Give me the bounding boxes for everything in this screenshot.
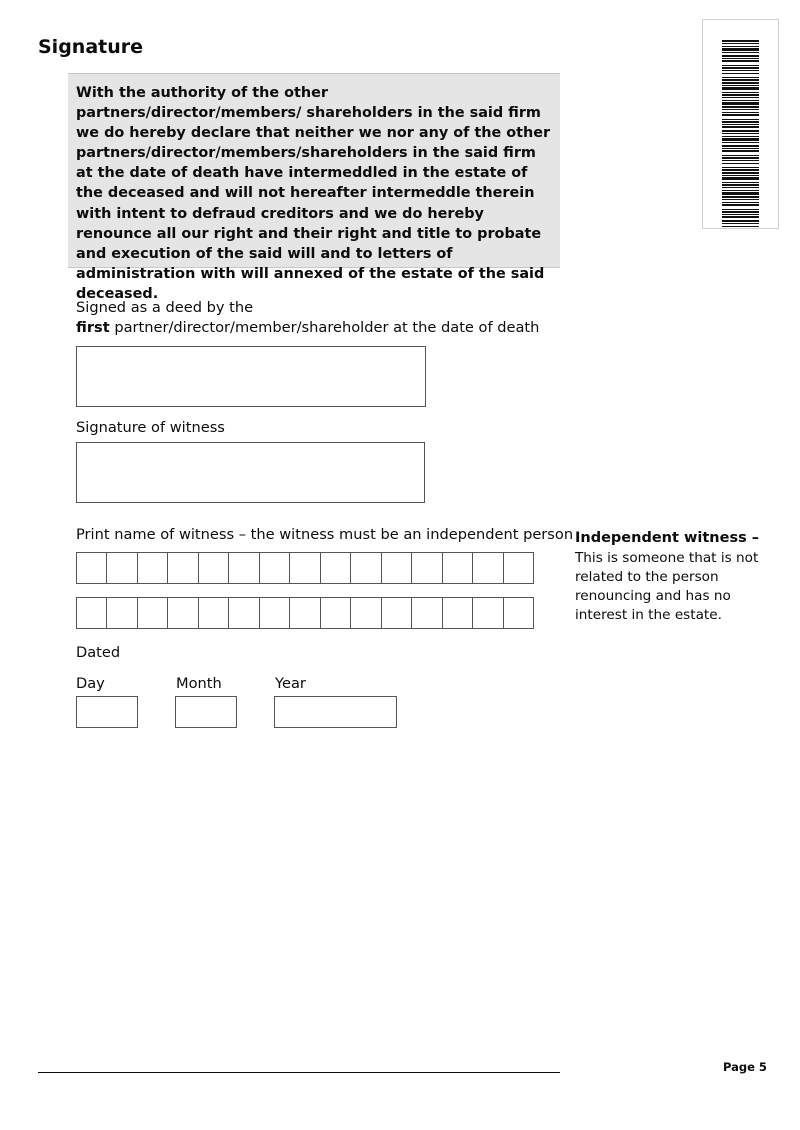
month-label: Month bbox=[176, 675, 222, 692]
day-input-box[interactable] bbox=[76, 696, 138, 728]
signed-deed-first: first bbox=[76, 319, 110, 336]
name-char-cell[interactable] bbox=[199, 598, 229, 628]
year-label: Year bbox=[275, 675, 306, 692]
declaration-panel: With the authority of the other partners/director/members/ shareholders in the said firm we do hereby declare that neither we nor any of the other partners/director/members/shareholders in the said firm at the date of death have intermeddled in the estate of the deceased and will not hereafter intermeddle therein with intent to defraud creditors and we do hereby renounce all our right and their right and title to probate and execution of the said will and to letters of administration with will annexed of the estate of the said deceased. bbox=[68, 73, 560, 268]
name-char-cell[interactable] bbox=[321, 598, 351, 628]
name-char-cell[interactable] bbox=[412, 598, 442, 628]
name-char-cell[interactable] bbox=[351, 598, 381, 628]
dated-label: Dated bbox=[76, 644, 121, 661]
first-partner-signature-box[interactable] bbox=[76, 346, 426, 407]
barcode-icon bbox=[703, 20, 778, 228]
witness-signature-label: Signature of witness bbox=[76, 419, 225, 436]
name-char-cell[interactable] bbox=[260, 553, 290, 583]
witness-signature-box[interactable] bbox=[76, 442, 425, 503]
name-char-cell[interactable] bbox=[412, 553, 442, 583]
name-char-cell[interactable] bbox=[473, 598, 503, 628]
name-char-cell[interactable] bbox=[290, 598, 320, 628]
aside-title: Independent witness – bbox=[575, 530, 759, 546]
name-char-cell[interactable] bbox=[290, 553, 320, 583]
signed-deed-rest: partner/director/member/shareholder at the date of death bbox=[109, 319, 540, 336]
name-char-cell[interactable] bbox=[77, 598, 107, 628]
year-input-box[interactable] bbox=[274, 696, 397, 728]
name-char-cell[interactable] bbox=[229, 598, 259, 628]
name-char-cell[interactable] bbox=[351, 553, 381, 583]
month-input-box[interactable] bbox=[175, 696, 237, 728]
footer-rule bbox=[38, 1072, 560, 1073]
print-name-label: Print name of witness – the witness must be an independent person bbox=[76, 526, 574, 543]
page-number: Page 5 bbox=[723, 1060, 767, 1074]
name-char-cell[interactable] bbox=[168, 553, 198, 583]
aside-body: This is someone that is not related to the person renouncing and has no interest in the estate. bbox=[575, 550, 759, 623]
name-char-cell[interactable] bbox=[504, 598, 533, 628]
name-char-cell[interactable] bbox=[168, 598, 198, 628]
name-char-cell[interactable] bbox=[107, 598, 137, 628]
name-char-cell[interactable] bbox=[443, 598, 473, 628]
page-title: Signature bbox=[38, 36, 144, 58]
name-char-cell[interactable] bbox=[138, 553, 168, 583]
witness-name-row-2[interactable] bbox=[76, 597, 534, 629]
signed-deed-line1: Signed as a deed by the bbox=[76, 299, 254, 316]
name-char-cell[interactable] bbox=[199, 553, 229, 583]
name-char-cell[interactable] bbox=[321, 553, 351, 583]
witness-name-row-1[interactable] bbox=[76, 552, 534, 584]
name-char-cell[interactable] bbox=[260, 598, 290, 628]
day-label: Day bbox=[76, 675, 105, 692]
name-char-cell[interactable] bbox=[138, 598, 168, 628]
name-char-cell[interactable] bbox=[77, 553, 107, 583]
signed-deed-label bbox=[76, 298, 539, 338]
name-char-cell[interactable] bbox=[443, 553, 473, 583]
barcode bbox=[702, 19, 779, 229]
name-char-cell[interactable] bbox=[504, 553, 533, 583]
name-char-cell[interactable] bbox=[382, 553, 412, 583]
signed-deed-line2 bbox=[76, 318, 539, 338]
name-char-cell[interactable] bbox=[382, 598, 412, 628]
name-char-cell[interactable] bbox=[229, 553, 259, 583]
name-char-cell[interactable] bbox=[107, 553, 137, 583]
name-char-cell[interactable] bbox=[473, 553, 503, 583]
